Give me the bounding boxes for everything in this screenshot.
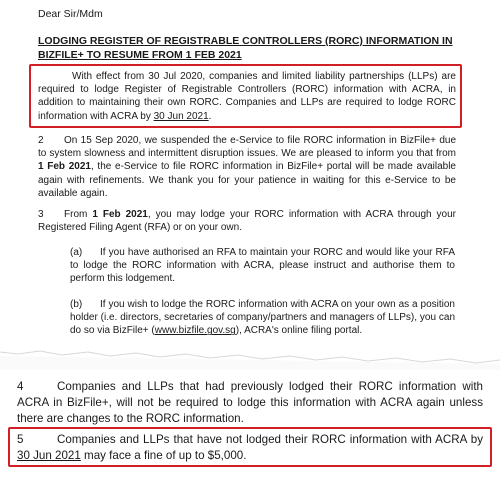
salutation: Dear Sir/Mdm — [38, 8, 103, 20]
paragraph-3b — [70, 298, 455, 338]
torn-page-edge — [0, 342, 500, 370]
paragraph-4-number: 4 — [17, 380, 24, 393]
paragraph-5-date: 30 Jun 2021 — [17, 449, 81, 462]
paragraph-5 — [17, 432, 483, 464]
paragraph-3a-number: (a) — [70, 247, 83, 258]
paragraph-3-date: 1 Feb 2021 — [92, 209, 148, 220]
paragraph-1-date: 30 Jun 2021 — [153, 110, 209, 122]
paragraph-2-number: 2 — [38, 135, 44, 146]
paragraph-3b-number: (b) — [70, 299, 83, 310]
paragraph-5-end: may face a fine of up to $5,000. — [80, 449, 247, 462]
paragraph-3 — [38, 208, 456, 234]
paragraph-3-text: From — [64, 209, 93, 220]
bizfile-link[interactable]: www.bizfile.gov.sg — [154, 325, 236, 337]
paragraph-2 — [38, 134, 456, 200]
paragraph-3-number: 3 — [38, 209, 44, 220]
paragraph-3a-text: If you have authorised an RFA to maintain your RORC and would like your RFA to lodge the RORC information with ACRA, please instruct and authorise them to perform this lodgement. — [70, 247, 455, 285]
paragraph-1 — [38, 70, 456, 123]
paragraph-3a — [70, 246, 455, 286]
paragraph-2-end: , the e-Service to file RORC information in BizFile+ portal will be made available again with refinements. We thank you for your patience in waiting for this e-Service to be available again. — [38, 161, 456, 199]
paragraph-3-end: , you may lodge your RORC information with ACRA through your Registered Filing Agent (RFA) or on your own. — [38, 209, 456, 234]
paragraph-4-text: Companies and LLPs that had previously lodged their RORC information with ACRA in BizFile+, will not be required to lodge this information with ACRA again unless there are changes to the RORC information. — [17, 380, 483, 425]
letter-heading: LODGING REGISTER OF REGISTRABLE CONTROLLERS (RORC) INFORMATION IN BIZFILE+ TO RESUME FROM 1 FEB 2021 — [38, 35, 453, 61]
paragraph-2-date: 1 Feb 2021 — [38, 161, 91, 173]
paragraph-5-text: Companies and LLPs that have not lodged their RORC information with ACRA by — [57, 433, 483, 446]
paragraph-1-end: . — [208, 110, 212, 122]
paragraph-4 — [17, 379, 483, 427]
paragraph-2-text: On 15 Sep 2020, we suspended the e-Service to file RORC information in BizFile+ due to system slowness and intermittent disruption issues. We are pleased to inform you that from — [38, 135, 456, 160]
paragraph-3b-end: ), ACRA's online filing portal. — [235, 325, 363, 337]
paragraph-3b-text: If you wish to lodge the RORC information with ACRA on your own as a position holder (i.e. directors, secretaries of company/partners and managers of LLPs), you can do so via BizFile+ ( — [70, 299, 455, 337]
paragraph-1-text: With effect from 30 Jul 2020, companies and limited liability partnerships (LLPs) are required to lodge Register of Registrable Controllers (RORC) information with ACRA, in addition to maintaining their own RORC. Companies and LLPs are required to lodge RORC information with ACRA by — [38, 71, 456, 122]
paragraph-5-number: 5 — [17, 433, 24, 446]
